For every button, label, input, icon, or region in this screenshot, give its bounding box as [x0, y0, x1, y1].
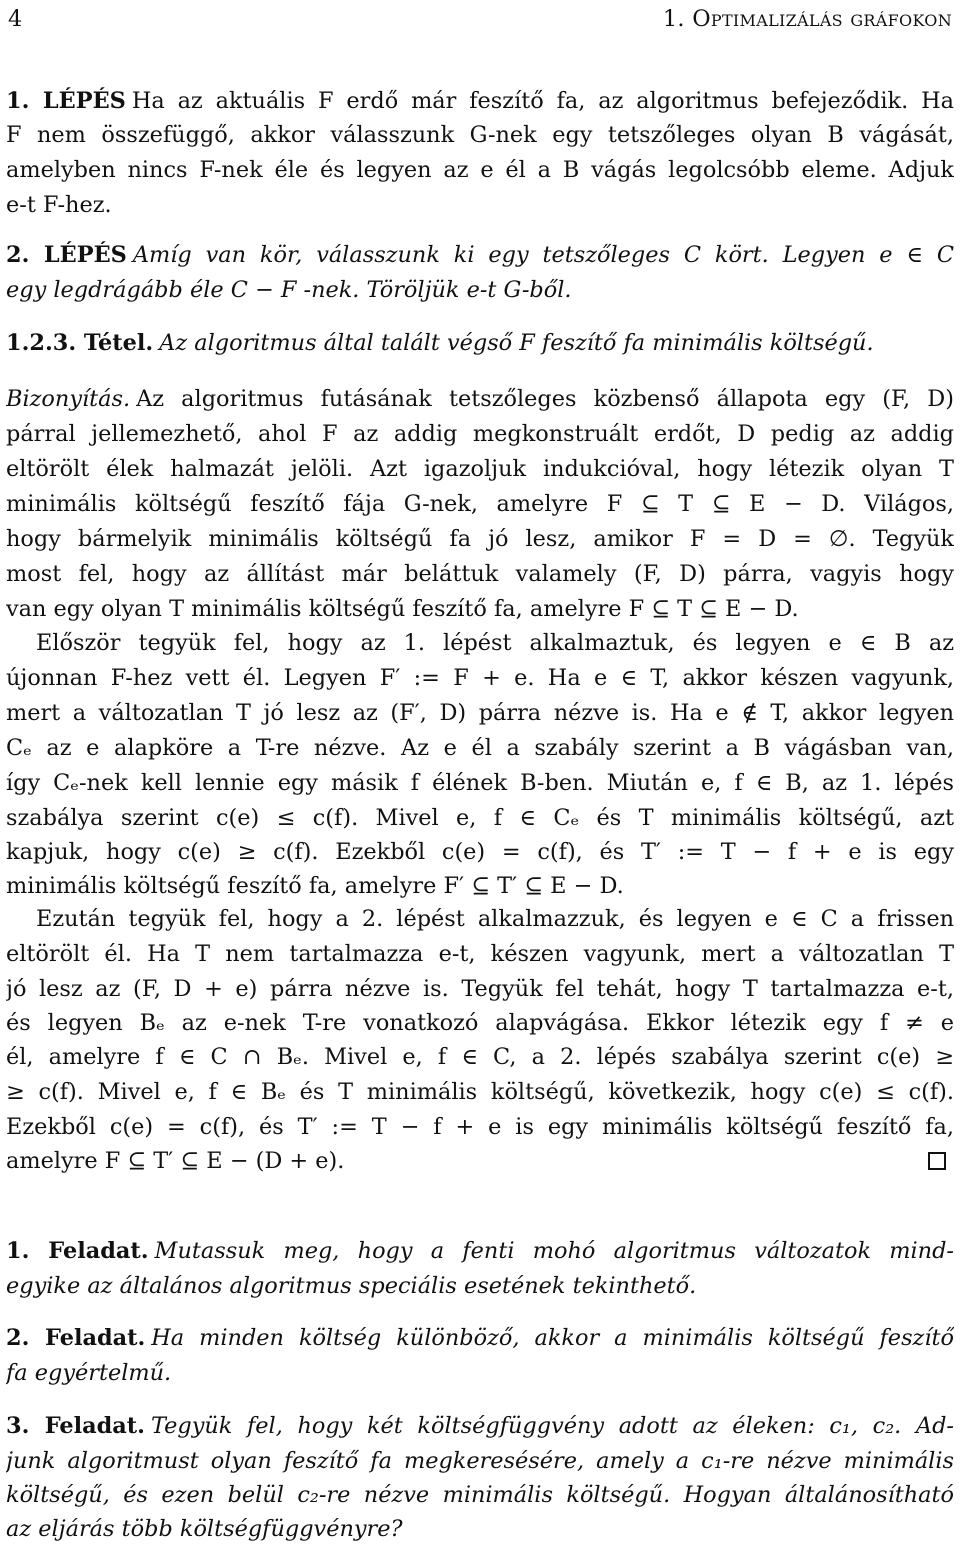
running-title: 1. Optimalizálás gráfokon [662, 6, 952, 32]
proof-p2-line-1: Először tegyük fel, hogy az 1. lépést alkalmaztuk, és legyen e ∈ B az [36, 630, 954, 656]
proof-line-6: most fel, hogy az állítást már beláttuk valamely (F, D) párra, vagyis hogy [6, 561, 954, 587]
step1-line-1 [6, 84, 954, 118]
exercise-1-line-1 [6, 1234, 954, 1268]
proof-p2-line-3: mert a változatlan T jó lesz az (F′, D) párra nézve is. Ha e ∉ T, akkor legyen [6, 700, 954, 726]
proof-line-4: minimális költségű feszítő fája G-nek, amelyre F ⊆ T ⊆ E − D. Világos, [6, 491, 954, 517]
step1-label: 1. LÉPÉS [6, 88, 126, 114]
exercise-2-line-2: fa egyértelmű. [6, 1360, 172, 1386]
step2-label: 2. LÉPÉS [6, 242, 127, 268]
step1-line-4: e-t F-hez. [6, 192, 112, 218]
exercise-3-label: 3. Feladat. [6, 1413, 145, 1439]
step1-line-2: F nem összefüggő, akkor válasszunk G-nek egy tetszőleges olyan B vágását, [6, 122, 954, 148]
exercise-3-line-3: költségű, és ezen belül c₂-re nézve minimális költségű. Hogyan általánosítható [6, 1482, 954, 1508]
qed-box [928, 1152, 946, 1170]
proof-p3-line-2: eltörölt él. Ha T nem tartalmazza e-t, készen vagyunk, mert a változatlan T [6, 941, 954, 967]
step1-line-3: amelyben nincs F-nek éle és legyen az e él a B vágás legolcsóbb eleme. Adjuk [6, 157, 954, 183]
proof-p2-line-6: szabálya szerint c(e) ≤ c(f). Mivel e, f ∈ Cₑ és T minimális költségű, azt [6, 805, 954, 831]
step2-line-1 [6, 238, 954, 272]
proof-p3-line-3: jó lesz az (F, D + e) párra nézve is. Tegyük fel tehát, hogy T tartalmazza e-t, [6, 976, 954, 1002]
exercise-2-label: 2. Feladat. [6, 1325, 146, 1351]
step2-text-1: Amíg van kör, válasszunk ki egy tetszőleges C kört. Legyen e ∈ C [132, 242, 954, 268]
exercise-3-line-2: junk algoritmust olyan feszítő fa megkeresésére, amely a c₁-re nézve minimális [6, 1448, 954, 1474]
proof-p3-line-8: amelyre F ⊆ T′ ⊆ E − (D + e). [6, 1148, 345, 1174]
exercise-2-text-1: Ha minden költség különböző, akkor a minimális költségű feszítő [151, 1325, 954, 1351]
exercise-2-line-1 [6, 1321, 954, 1355]
proof-text-1: Az algoritmus futásának tetszőleges közbenső állapota egy (F, D) [136, 386, 954, 412]
exercise-1-label: 1. Feladat. [6, 1238, 149, 1264]
theorem-label: 1.2.3. Tétel. [6, 330, 154, 356]
proof-p3-line-7: Ezekből c(e) = c(f), és T′ := T − f + e is egy minimális költségű feszítő fa, [6, 1114, 954, 1140]
exercise-3-text-1: Tegyük fel, hogy két költségfüggvény adott az éleken: c₁, c₂. Ad- [150, 1413, 954, 1439]
proof-p2-line-2: újonnan F-hez vett él. Legyen F′ := F + e. Ha e ∈ T, akkor készen vagyunk, [6, 665, 954, 691]
proof-line-2: párral jellemezhető, ahol F az addig megkonstruált erdőt, D pedig az addig [6, 421, 954, 447]
proof-line-1 [6, 382, 954, 416]
step2-line-2: egy legdrágább éle C − F -nek. Töröljük e-t G-ből. [6, 277, 572, 303]
exercise-3-line-4: az eljárás több költségfüggvényre? [6, 1516, 403, 1542]
exercise-3-line-1 [6, 1409, 954, 1443]
proof-p2-line-7: kapjuk, hogy c(e) ≥ c(f). Ezekből c(e) = c(f), és T′ := T − f + e is egy [6, 839, 954, 865]
proof-line-3: eltörölt élek halmazát jelöli. Azt igazoljuk indukcióval, hogy létezik olyan T [6, 456, 954, 482]
exercise-1-text-1: Mutassuk meg, hogy a fenti mohó algoritmus változatok mind- [154, 1238, 954, 1264]
proof-p3-line-6: ≥ c(f). Mivel e, f ∈ Bₑ és T minimális költségű, következik, hogy c(e) ≤ c(f). [6, 1079, 954, 1105]
proof-label: Bizonyítás. [6, 386, 131, 412]
proof-p3-line-5: él, amelyre f ∈ C ∩ Bₑ. Mivel e, f ∈ C, a 2. lépés szabálya szerint c(e) ≥ [6, 1044, 954, 1070]
proof-line-7: van egy olyan T minimális költségű feszítő fa, amelyre F ⊆ T ⊆ E − D. [6, 596, 799, 622]
page-number: 4 [8, 6, 23, 32]
proof-line-5: hogy bármelyik minimális költségű fa jó lesz, amikor F = D = ∅. Tegyük [6, 526, 954, 552]
proof-p2-line-4: Cₑ az e alapköre a T-re nézve. Az e él a szabály szerint a B vágásban van, [6, 735, 954, 761]
proof-p2-line-8: minimális költségű feszítő fa, amelyre F′ ⊆ T′ ⊆ E − D. [6, 873, 624, 899]
proof-p2-line-5: így Cₑ-nek kell lennie egy másik f élének B-ben. Miután e, f ∈ B, az 1. lépés [6, 770, 954, 796]
theorem [6, 326, 954, 360]
theorem-text: Az algoritmus által talált végső F feszítő fa minimális költségű. [159, 330, 874, 356]
step1-text-1: Ha az aktuális F erdő már feszítő fa, az algoritmus befejeződik. Ha [131, 88, 954, 114]
proof-p3-line-4: és legyen Bₑ az e-nek T-re vonatkozó alapvágása. Ekkor létezik egy f ≠ e [6, 1010, 954, 1036]
proof-p3-line-1: Ezután tegyük fel, hogy a 2. lépést alkalmazzuk, és legyen e ∈ C a frissen [36, 906, 954, 932]
exercise-1-line-2: egyike az általános algoritmus speciális esetének tekinthető. [6, 1273, 697, 1299]
